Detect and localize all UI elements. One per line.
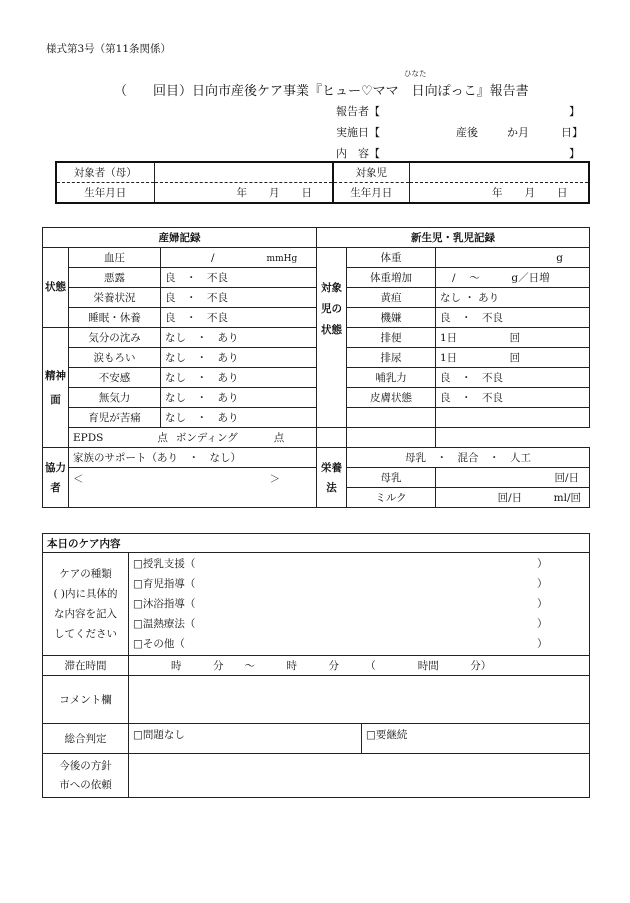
stay-time-value[interactable]: 時 分 〜 時 分 （ 時間 分） [129, 656, 590, 676]
judgment-no-problem[interactable]: □問題なし [129, 724, 362, 754]
judgment-continue[interactable]: □要継続 [362, 724, 590, 754]
nutrition-method-label: 栄養法 [317, 448, 347, 508]
mother-record-header: 産婦記録 [43, 228, 317, 248]
title-name: 日向ぽっこ [411, 84, 477, 99]
feeding-options[interactable]: 母乳 ・ 混合 ・ 人工 [347, 448, 590, 468]
milk-value[interactable]: 回/日 ml/回 [436, 488, 590, 508]
mother-month: 月 [269, 187, 280, 199]
apathy-label: 無気力 [69, 388, 161, 408]
child-day: 日 [557, 187, 568, 199]
child-name[interactable] [409, 162, 589, 183]
subject-table [55, 161, 590, 204]
skin-label: 皮膚状態 [347, 388, 436, 408]
care-option-thermal-close: ） [537, 618, 548, 630]
care-option-other-close: ） [537, 638, 548, 650]
care-option-breastfeeding-close: ） [537, 558, 548, 570]
page-title [114, 80, 529, 99]
care-option-parenting-label: □育児指導（ [133, 578, 196, 590]
mother-day: 日 [301, 187, 312, 199]
title-prefix: （ 回目）日向市産後ケア事業『ヒュー♡ママ [114, 84, 412, 99]
low-mood-value[interactable]: なし ・ あり [161, 328, 317, 348]
epds-unit: 点 [157, 432, 168, 444]
child-birthdate[interactable] [409, 183, 589, 204]
form-number: 様式第3号（第11条関係） [46, 43, 172, 55]
care-type-label: ケアの種類 ( )内に具体的 な内容を記入 してください [43, 553, 129, 656]
content-close: 】 [569, 147, 580, 160]
care-option-breastfeeding[interactable] [133, 554, 585, 574]
content-label: 内 容【 [336, 147, 380, 160]
suckling-label: 哺乳力 [347, 368, 436, 388]
bp-label: 血圧 [69, 248, 161, 268]
suckling-value[interactable]: 良 ・ 不良 [436, 368, 590, 388]
mood-label: 機嫌 [347, 308, 436, 328]
target-state-label: 対象児の状態 [317, 248, 347, 428]
baby-extra-2[interactable] [317, 428, 347, 448]
stool-label: 排便 [347, 328, 436, 348]
parenting-pain-value[interactable]: なし ・ あり [161, 408, 317, 428]
care-option-other-label: □その他（ [133, 638, 185, 650]
tearful-value[interactable]: なし ・ あり [161, 348, 317, 368]
baby-extra-1-value[interactable] [436, 408, 590, 428]
child-year: 年 [492, 187, 503, 199]
care-option-breastfeeding-label: □授乳支援（ [133, 558, 196, 570]
comment-field[interactable] [129, 676, 590, 724]
weight-gain-label: 体重増加 [347, 268, 436, 288]
coop-label: 協力者 [43, 448, 69, 508]
mood-value[interactable]: 良 ・ 不良 [436, 308, 590, 328]
jaundice-value[interactable]: なし ・ あり [436, 288, 590, 308]
epds-label: EPDS [73, 432, 104, 444]
date-label: 実施日【 [336, 126, 380, 139]
weight-value[interactable] [436, 248, 590, 268]
nutrition-status-value[interactable]: 良 ・ 不良 [161, 288, 317, 308]
mother-birthdate[interactable] [154, 183, 333, 204]
urine-value[interactable]: 1日 回 [436, 348, 590, 368]
support-detail[interactable] [69, 468, 317, 508]
care-option-parenting[interactable] [133, 574, 585, 594]
epds-bonding[interactable] [69, 428, 317, 448]
tearful-label: 涙もろい [69, 348, 161, 368]
care-option-parenting-close: ） [537, 578, 548, 590]
anxiety-label: 不安感 [69, 368, 161, 388]
urine-label: 排尿 [347, 348, 436, 368]
mother-birthdate-label: 生年月日 [56, 183, 154, 204]
records-table [42, 227, 590, 508]
bp-value[interactable] [161, 248, 317, 268]
care-option-thermal-label: □温熱療法（ [133, 618, 196, 630]
title-suffix: 』報告書 [476, 84, 529, 99]
apathy-value[interactable]: なし ・ あり [161, 388, 317, 408]
weight-label: 体重 [347, 248, 436, 268]
stool-value[interactable]: 1日 回 [436, 328, 590, 348]
milk-label: ミルク [347, 488, 436, 508]
title-furigana: ひなた [404, 69, 427, 78]
future-policy-label: 今後の方針 市への依頼 [43, 754, 129, 798]
sleep-label: 睡眠・休養 [69, 308, 161, 328]
jaundice-label: 黄疸 [347, 288, 436, 308]
reporter-label: 報告者【 [336, 105, 380, 118]
mother-name[interactable] [154, 162, 333, 183]
mother-year: 年 [236, 187, 247, 199]
judgment-label: 総合判定 [43, 724, 129, 754]
date-month: か月 [507, 126, 529, 139]
breast-value[interactable]: 回/日 [436, 468, 590, 488]
low-mood-label: 気分の沈み [69, 328, 161, 348]
care-header: 本日のケア内容 [43, 534, 590, 553]
baby-extra-1[interactable] [347, 408, 436, 428]
mother-label: 対象者（母） [56, 162, 154, 183]
date-postpartum: 産後 [456, 126, 478, 139]
skin-value[interactable]: 良 ・ 不良 [436, 388, 590, 408]
child-label: 対象児 [333, 162, 409, 183]
bp-unit: mmHg [266, 253, 298, 264]
future-policy-field[interactable] [129, 754, 590, 798]
lochia-value[interactable]: 良 ・ 不良 [161, 268, 317, 288]
mental-label: 精神面 [43, 328, 69, 448]
close-angle: ＞ [269, 473, 280, 485]
reporter-close: 】 [569, 105, 580, 118]
baby-record-header: 新生児・乳児記録 [317, 228, 590, 248]
date-day: 日】 [561, 126, 583, 139]
lochia-label: 悪露 [69, 268, 161, 288]
nutrition-status-label: 栄養状況 [69, 288, 161, 308]
bp-sep: / [211, 251, 215, 264]
bonding-label: ボンディング [175, 432, 238, 444]
sleep-value[interactable]: 良 ・ 不良 [161, 308, 317, 328]
weight-gain-value[interactable]: / 〜 g／日増 [436, 268, 590, 288]
care-table [42, 533, 590, 798]
open-angle: ＜ [73, 473, 84, 485]
care-option-other[interactable] [133, 634, 585, 654]
care-option-thermal[interactable] [133, 614, 585, 634]
parenting-pain-label: 育児が苦痛 [69, 408, 161, 428]
bonding-unit: 点 [273, 432, 285, 444]
child-birthdate-label: 生年月日 [333, 183, 409, 204]
care-option-bathing-label: □沐浴指導（ [133, 598, 196, 610]
anxiety-value[interactable]: なし ・ あり [161, 368, 317, 388]
baby-extra-2-value[interactable] [347, 428, 436, 448]
care-option-bathing-close: ） [537, 598, 548, 610]
care-option-bathing[interactable] [133, 594, 585, 614]
stay-time-label: 滞在時間 [43, 656, 129, 676]
child-month: 月 [524, 187, 535, 199]
comment-label: コメント欄 [43, 676, 129, 724]
weight-unit: g [556, 251, 563, 264]
state-label: 状態 [43, 248, 69, 328]
care-type-options[interactable] [129, 553, 590, 656]
family-support[interactable]: 家族のサポート（あり ・ なし） [69, 448, 317, 468]
breast-label: 母乳 [347, 468, 436, 488]
